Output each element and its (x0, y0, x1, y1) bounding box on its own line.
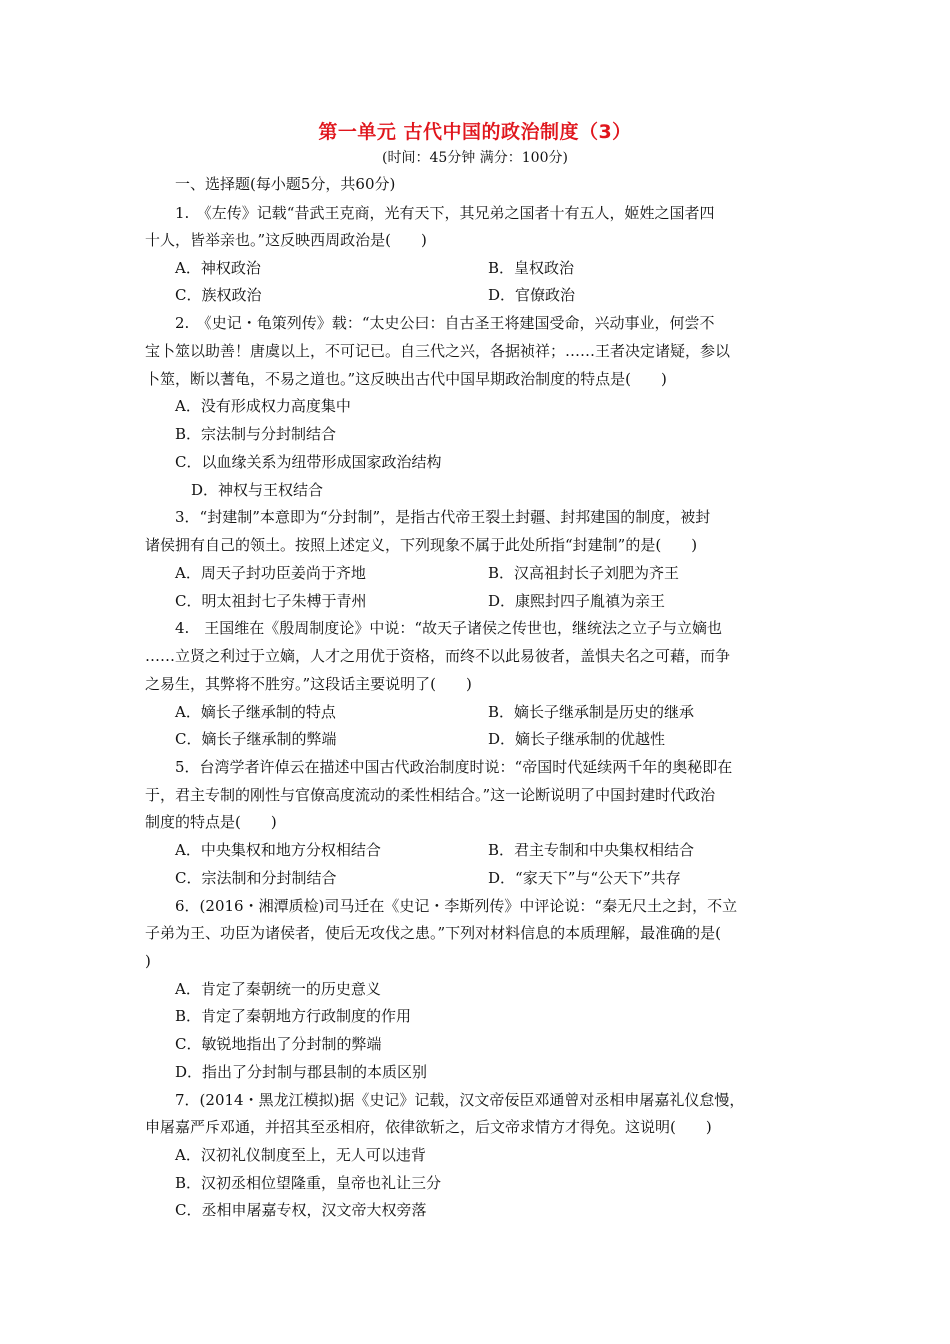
option-d: D．康熙封四子胤禛为亲王 (488, 592, 666, 610)
option-a: A．汉初礼仪制度至上，无人可以违背 (175, 1146, 426, 1164)
option-a: A．没有形成权力高度集中 (175, 397, 351, 415)
question-text: ) (145, 952, 151, 970)
option-d: D．指出了分封制与郡县制的本质区别 (175, 1063, 428, 1081)
option-a: A．神权政治 (175, 259, 261, 277)
option-b: B．皇权政治 (488, 259, 575, 277)
question-text: 宝卜筮以助善！唐虞以上，不可记已。自三代之兴，各据祯祥；……王者决定诸疑，参以 (145, 342, 731, 360)
option-b: B．嫡长子继承制是历史的继承 (488, 703, 695, 721)
exam-info: (时间：45分钟 满分：100分) (382, 150, 568, 166)
question-text: 6．(2016・湘潭质检)司马迁在《史记・李斯列传》中评论说：“秦无尺土之封，不立 (175, 897, 738, 915)
question-text: 之易生，其弊将不胜穷。”这段话主要说明了( ) (145, 675, 472, 693)
option-c: C．以血缘关系为纽带形成国家政治结构 (175, 453, 442, 471)
option-a: A．嫡长子继承制的特点 (175, 703, 336, 721)
question-text: 于，君主专制的刚性与官僚高度流动的柔性相结合。”这一论断说明了中国封建时代政治 (145, 786, 716, 804)
question-text: 十人，皆举亲也。”这反映西周政治是( ) (145, 231, 427, 249)
question-text: 申屠嘉严斥邓通，并招其至丞相府，依律欲斩之，后文帝求情方才得免。这说明( ) (145, 1118, 712, 1136)
question-text: 2. 《史记・龟策列传》载：“太史公曰：自古圣王将建国受命，兴动事业，何尝不 (175, 314, 715, 332)
question-text: 7．(2014・黑龙江模拟)据《史记》记载，汉文帝佞臣邓通曾对丞相申屠嘉礼仪怠慢， (175, 1091, 745, 1109)
question-text: 5．台湾学者许倬云在描述中国古代政治制度时说：“帝国时代延续两千年的奥秘即在 (175, 758, 733, 776)
option-b: B．汉初丞相位望隆重，皇帝也礼让三分 (175, 1174, 442, 1192)
option-a: A．中央集权和地方分权相结合 (175, 841, 381, 859)
option-d: D．神权与王权结合 (191, 481, 324, 499)
question-text: 子弟为王、功臣为诸侯者，使后无攻伐之患。”下列对材料信息的本质理解，最准确的是( (145, 924, 722, 942)
question-text: 4. 王国维在《殷周制度论》中说：“故天子诸侯之传世也，继统法之立子与立嫡也 (175, 619, 722, 637)
page-title: 第一单元 古代中国的政治制度（3） (318, 121, 632, 143)
option-c: C．嫡长子继承制的弊端 (175, 730, 337, 748)
question-text: ……立贤之利过于立嫡，人才之用优于资格，而终不以此易彼者，盖惧夫名之可藉，而争 (145, 647, 731, 665)
question-text: 卜筮，断以蓍龟，不易之道也。”这反映出古代中国早期政治制度的特点是( ) (145, 370, 667, 388)
option-c: C．明太祖封七子朱榑于青州 (175, 592, 367, 610)
option-b: B．汉高祖封长子刘肥为齐王 (488, 564, 680, 582)
option-a: A．肯定了秦朝统一的历史意义 (175, 980, 381, 998)
option-c: C．敏锐地指出了分封制的弊端 (175, 1035, 382, 1053)
question-text: 诸侯拥有自己的领土。按照上述定义，下列现象不属于此处所指“封建制”的是( ) (145, 536, 698, 554)
option-a: A．周天子封功臣姜尚于齐地 (175, 564, 366, 582)
section-heading: 一、选择题(每小题5分，共60分) (175, 175, 396, 193)
question-text: 3．“封建制”本意即为“分封制”，是指古代帝王裂土封疆、封邦建国的制度，被封 (175, 508, 711, 526)
option-b: B．宗法制与分封制结合 (175, 425, 337, 443)
option-b: B．肯定了秦朝地方行政制度的作用 (175, 1007, 412, 1025)
question-text: 1. 《左传》记载“昔武王克商，光有天下，其兄弟之国者十有五人，姬姓之国者四 (175, 204, 715, 222)
option-d: D．“家天下”与“公天下”共存 (488, 869, 681, 887)
option-d: D．官僚政治 (488, 286, 576, 304)
option-d: D．嫡长子继承制的优越性 (488, 730, 666, 748)
question-text: 制度的特点是( ) (145, 813, 277, 831)
option-c: C．族权政治 (175, 286, 262, 304)
option-c: C．宗法制和分封制结合 (175, 869, 337, 887)
option-c: C．丞相申屠嘉专权，汉文帝大权旁落 (175, 1201, 427, 1219)
option-b: B．君主专制和中央集权相结合 (488, 841, 695, 859)
